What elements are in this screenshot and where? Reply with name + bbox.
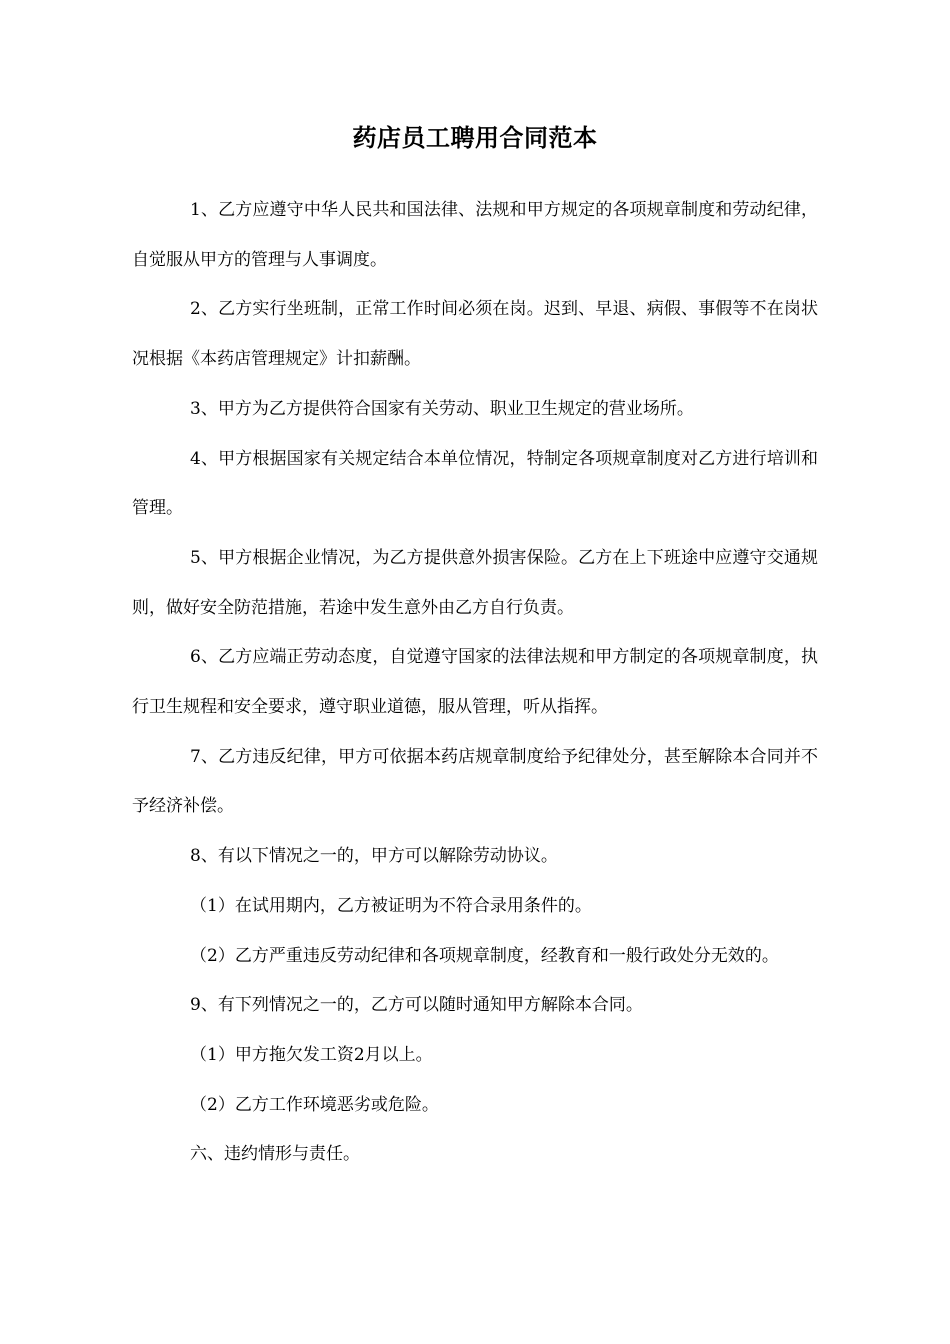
- document-title: 药店员工聘用合同范本: [352, 124, 598, 152]
- paragraph-8: 8、有以下情况之一的，甲方可以解除劳动协议。: [190, 846, 558, 867]
- paragraph-6: 6、乙方应端正劳动态度，自觉遵守国家的法律法规和甲方制定的各项规章制度，执行卫生规程和安全要求，遵守职业道德，服从管理，听从指挥。: [132, 647, 818, 718]
- paragraph-2: 2、乙方实行坐班制，正常工作时间必须在岗。迟到、早退、病假、事假等不在岗状况根据《本药店管理规定》计扣薪酬。: [132, 299, 818, 370]
- paragraph-3: 3、甲方为乙方提供符合国家有关劳动、职业卫生规定的营业场所。: [190, 398, 694, 419]
- paragraph-9-item-2: （2）乙方工作环境恶劣或危险。: [190, 1094, 439, 1115]
- paragraph-4: 4、甲方根据国家有关规定结合本单位情况，特制定各项规章制度对乙方进行培训和管理。: [132, 448, 818, 519]
- paragraph-8-item-1: （1）在试用期内，乙方被证明为不符合录用条件的。: [190, 895, 592, 916]
- paragraph-1: 1、乙方应遵守中华人民共和国法律、法规和甲方规定的各项规章制度和劳动纪律，自觉服从甲方的管理与人事调度。: [132, 200, 818, 270]
- paragraph-8-item-2: （2）乙方严重违反劳动纪律和各项规章制度，经教育和一般行政处分无效的。: [190, 945, 779, 966]
- paragraph-9-item-1: （1）甲方拖欠发工资2月以上。: [190, 1044, 433, 1065]
- document-body: [132, 186, 818, 1180]
- paragraph-5: 5、甲方根据企业情况，为乙方提供意外损害保险。乙方在上下班途中应遵守交通规则，做好安全防范措施，若途中发生意外由乙方自行负责。: [132, 547, 818, 618]
- paragraph-7: 7、乙方违反纪律，甲方可依据本药店规章制度给予纪律处分，甚至解除本合同并不予经济补偿。: [132, 746, 818, 817]
- section-heading-6: 六、违约情形与责任。: [190, 1144, 360, 1165]
- paragraph-9: 9、有下列情况之一的，乙方可以随时通知甲方解除本合同。: [190, 995, 643, 1016]
